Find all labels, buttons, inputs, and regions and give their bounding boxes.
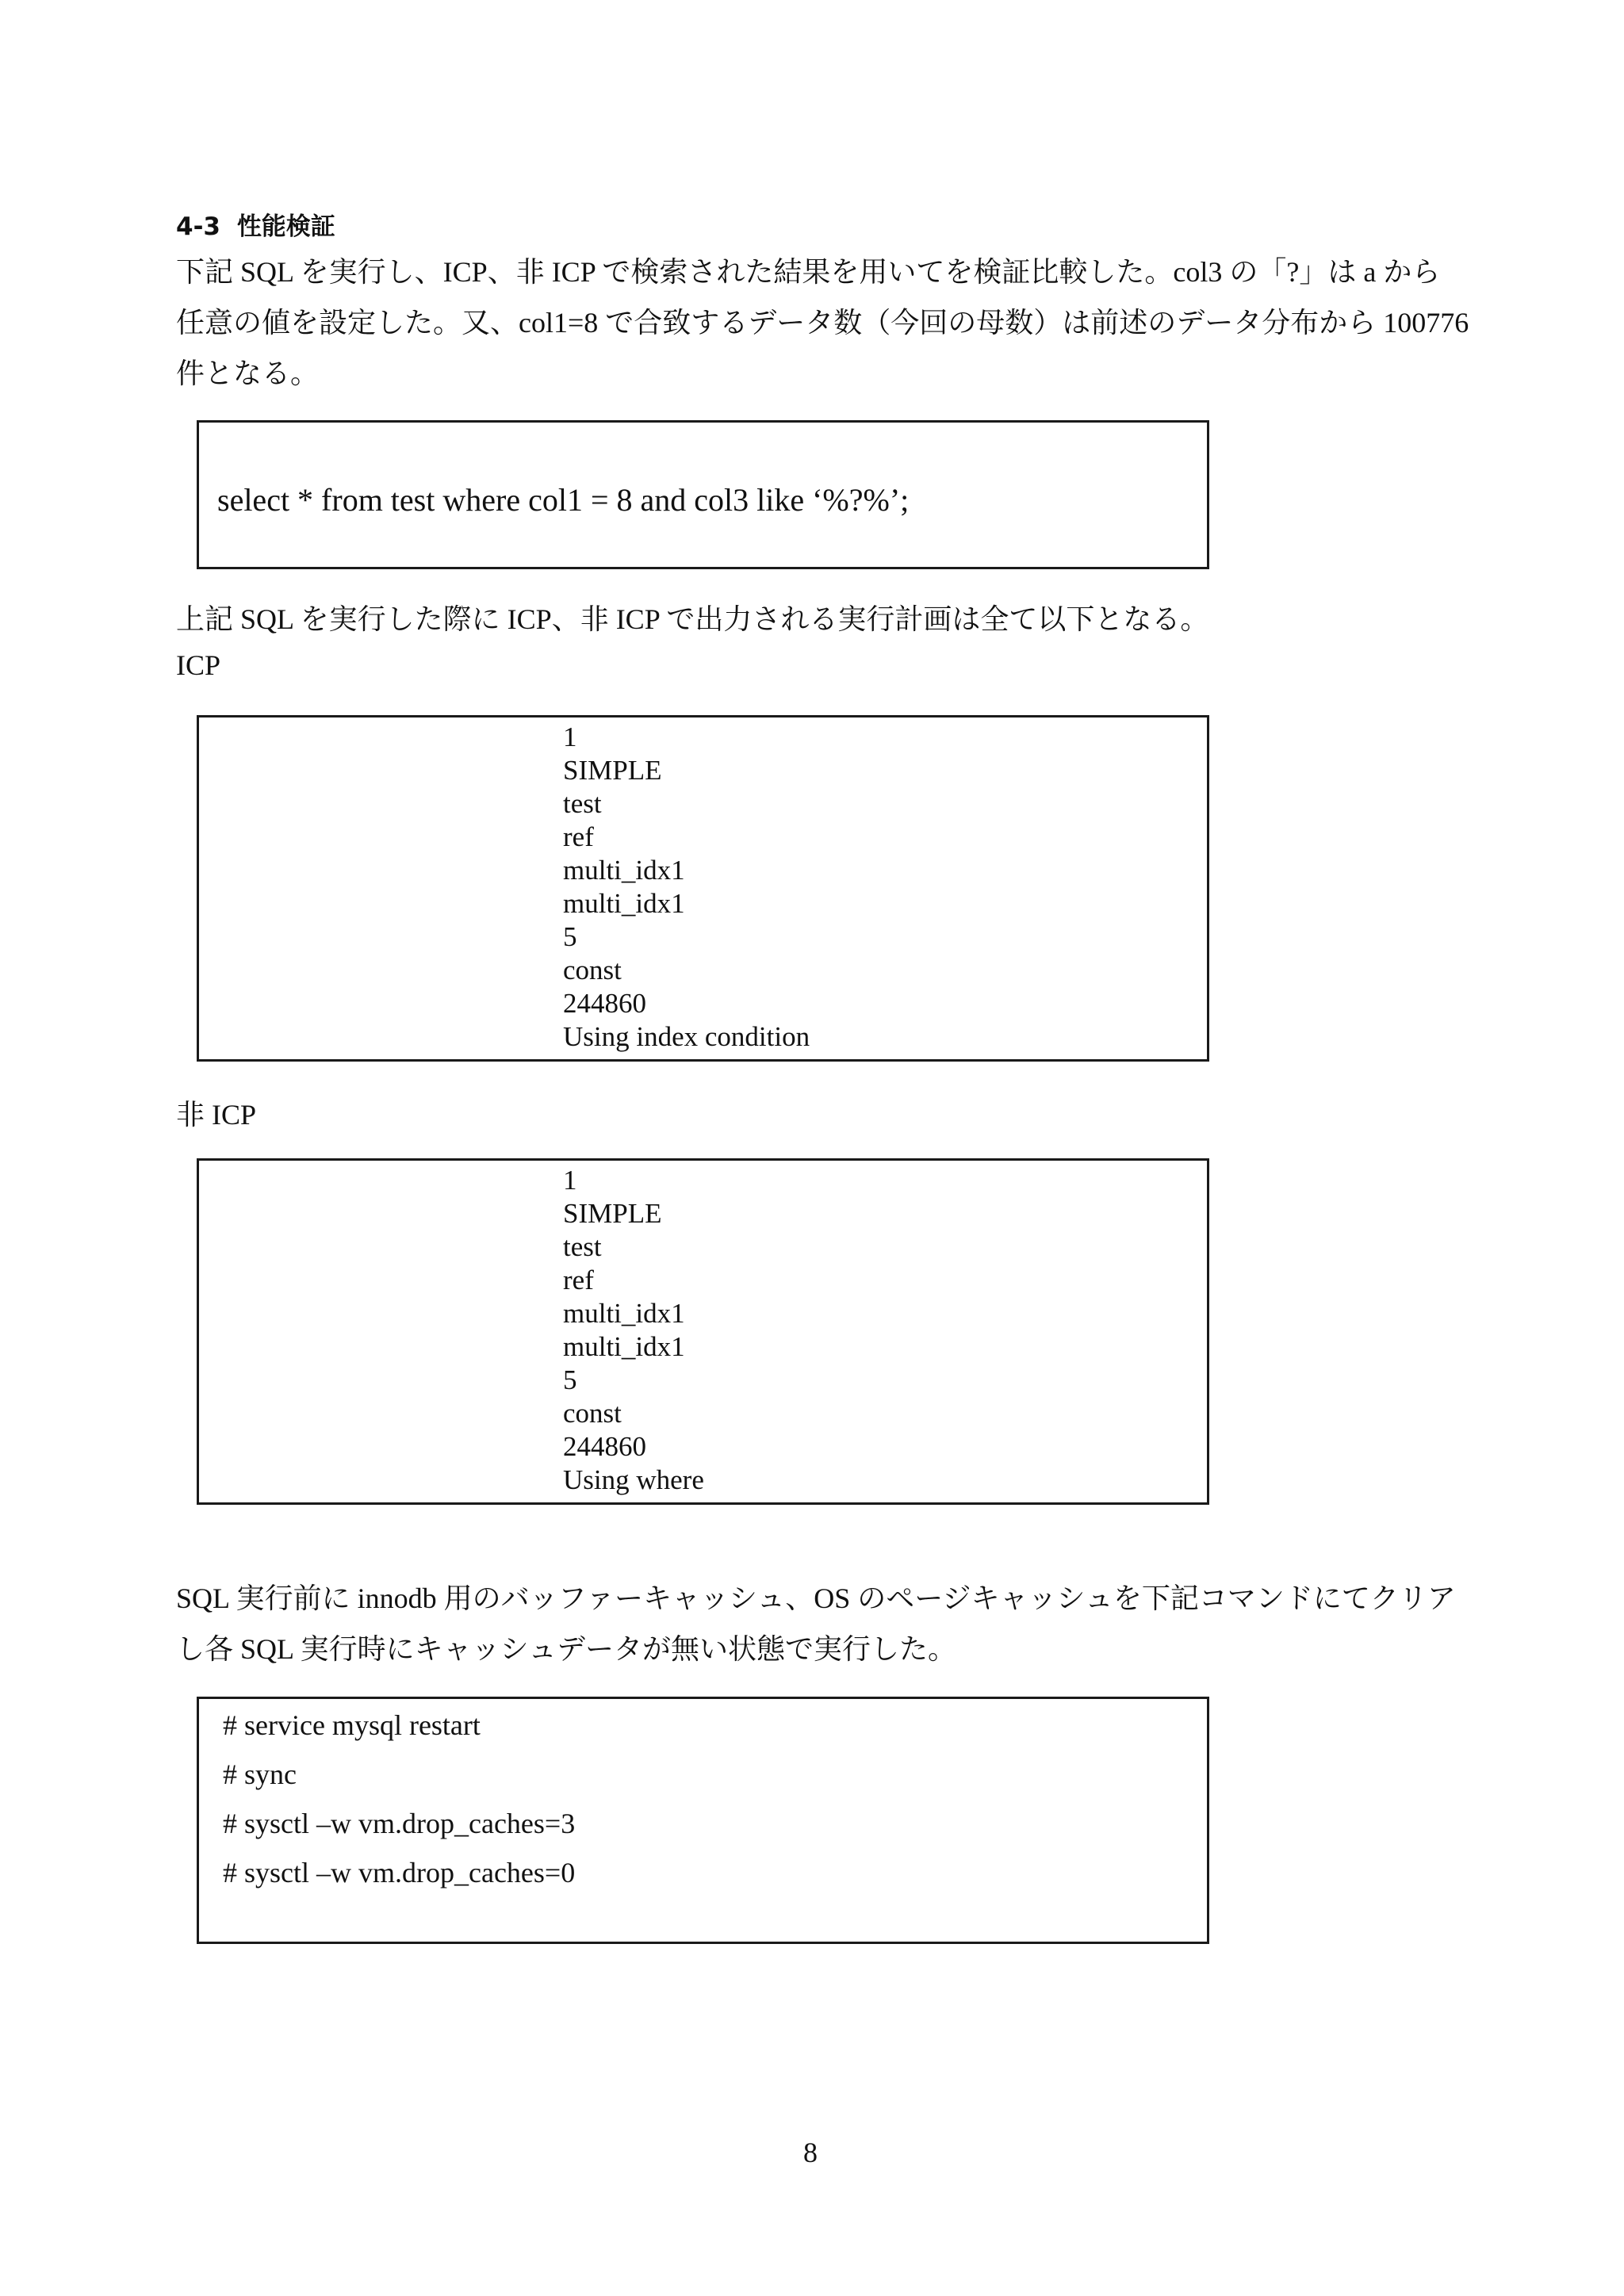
- plan-value: ref: [563, 1265, 594, 1295]
- plan-row: [199, 1397, 1207, 1430]
- intro-line: 件となる。: [176, 358, 320, 389]
- command-line: # sysctl –w vm.drop_caches=3: [223, 1808, 576, 1839]
- page-number: 8: [803, 2137, 818, 2168]
- commands-box: [197, 1697, 1209, 1944]
- icp-plan-box: [197, 715, 1209, 1062]
- section-title: 性能検証: [236, 212, 335, 241]
- plan-value: multi_idx1: [563, 1298, 685, 1329]
- sql-query-text: select * from test where col1 = 8 and col3 like ‘%?%’;: [217, 482, 910, 518]
- intro-line: 任意の値を設定した。又、col1=8 で合致するデータ数（今回の母数）は前述のデータ分布から 100776: [176, 307, 1469, 339]
- plans-intro-text: 上記 SQL を実行した際に ICP、非 ICP で出力される実行計画は全て以下となる。: [176, 603, 1209, 635]
- plan-row: [199, 1297, 1207, 1330]
- plan-value: test: [563, 788, 602, 819]
- command-line: # sysctl –w vm.drop_caches=0: [223, 1857, 576, 1888]
- plan-row: [199, 1430, 1207, 1464]
- plan-value: 244860: [563, 988, 646, 1019]
- plan-row: [199, 920, 1207, 954]
- plan-row: [199, 1264, 1207, 1297]
- cache-line: し各 SQL 実行時にキャッシュデータが無い状態で実行した。: [176, 1633, 956, 1665]
- plan-row: [199, 1364, 1207, 1397]
- plan-value: multi_idx1: [563, 888, 685, 919]
- plan-value: const: [563, 955, 622, 985]
- plan-value: Using index condition: [563, 1021, 810, 1052]
- cache-line: SQL 実行前に innodb 用のバッファーキャッシュ、OS のページキャッシュを下記コマンドにてクリア: [176, 1582, 1456, 1614]
- plan-row: [199, 1197, 1207, 1230]
- non-icp-label: 非 ICP: [176, 1099, 257, 1131]
- plan-value: SIMPLE: [563, 1198, 662, 1229]
- command-line: # service mysql restart: [223, 1709, 481, 1741]
- non-icp-plan-box: [197, 1158, 1209, 1505]
- plan-value: 244860: [563, 1431, 646, 1462]
- cache-paragraph: [176, 1573, 1456, 1674]
- plan-value: ref: [563, 821, 594, 852]
- plan-value: test: [563, 1231, 602, 1262]
- plan-value: 1: [563, 1165, 577, 1196]
- plan-value: 1: [563, 721, 577, 752]
- sql-query-box: [197, 420, 1209, 569]
- plan-row: [199, 1464, 1207, 1497]
- section-heading: [176, 206, 335, 242]
- plan-value: multi_idx1: [563, 855, 685, 886]
- plan-row: [199, 1164, 1207, 1197]
- plan-row: [199, 821, 1207, 854]
- plan-value: 5: [563, 921, 577, 952]
- plan-value: const: [563, 1398, 622, 1429]
- plan-value: multi_idx1: [563, 1331, 685, 1362]
- section-number: 4-3: [176, 212, 221, 241]
- plan-row: [199, 754, 1207, 787]
- command-line: # sync: [223, 1758, 297, 1790]
- plan-row: [199, 721, 1207, 754]
- plan-row: [199, 954, 1207, 987]
- plan-value: 5: [563, 1364, 577, 1395]
- plan-row: [199, 987, 1207, 1020]
- plan-row: [199, 1230, 1207, 1264]
- intro-line: 下記 SQL を実行し、ICP、非 ICP で検索された結果を用いてを検証比較した。col3 の「?」は a から: [176, 256, 1441, 288]
- intro-paragraph: [176, 247, 1469, 399]
- plan-row: [199, 1330, 1207, 1364]
- icp-label: ICP: [176, 649, 221, 681]
- plan-row: [199, 787, 1207, 821]
- plan-row: [199, 854, 1207, 887]
- plan-value: Using where: [563, 1464, 704, 1495]
- plan-row: [199, 887, 1207, 920]
- plan-row: [199, 1020, 1207, 1054]
- plan-value: SIMPLE: [563, 755, 662, 786]
